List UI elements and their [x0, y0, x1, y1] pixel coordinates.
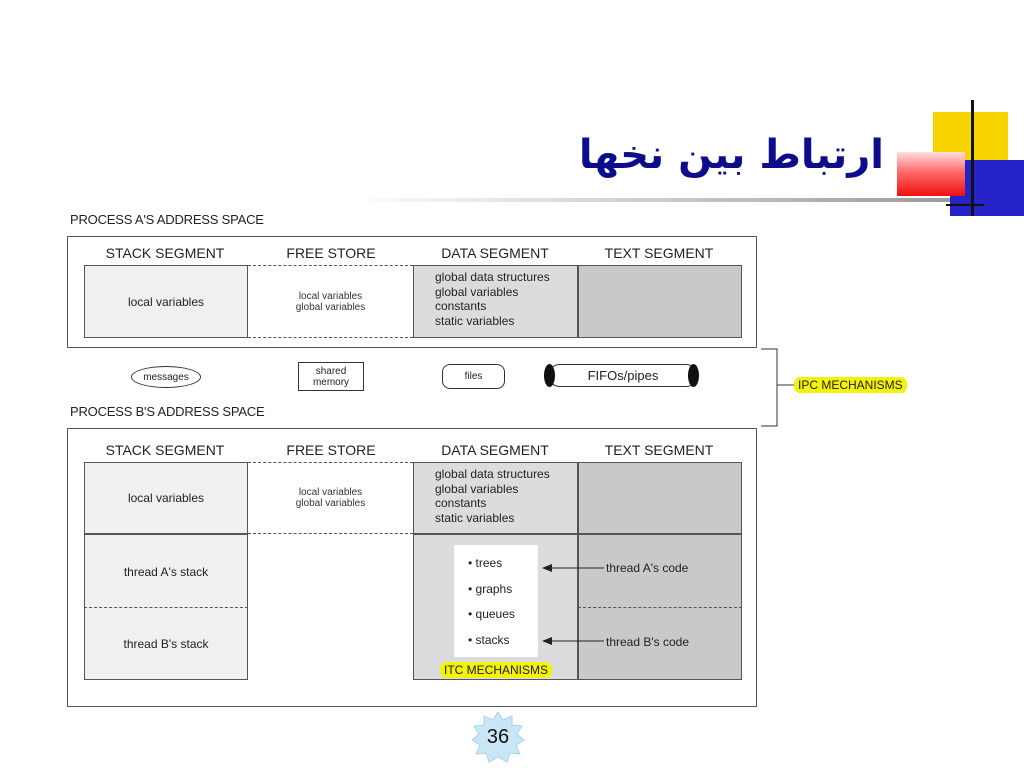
process-a-header-text: TEXT SEGMENT [604, 245, 714, 261]
process-b-free-line-2: global variables [295, 498, 366, 509]
title-decoration-crossline [946, 204, 984, 206]
process-b-free-line-1: local variables [298, 487, 363, 498]
process-a-caption: PROCESS A'S ADDRESS SPACE [70, 212, 264, 227]
title-decoration-red [897, 152, 965, 196]
process-a-data-segment [413, 265, 578, 338]
process-b-free-store [248, 462, 413, 534]
itc-item-queues: • queues [468, 607, 515, 621]
thread-b-stack: thread B's stack [123, 637, 209, 651]
pipe-left-cap [544, 364, 555, 387]
process-b-data-segment [413, 462, 578, 534]
files-box: files [442, 364, 505, 389]
shared-memory-line-1: shared [315, 365, 347, 377]
itc-item-graphs: • graphs [468, 582, 513, 596]
process-a-header-stack: STACK SEGMENT [105, 245, 225, 261]
ipc-mechanisms-label: IPC MECHANISMS [794, 377, 907, 393]
process-a-header-data: DATA SEGMENT [441, 245, 549, 261]
process-b-header-free-store: FREE STORE [286, 442, 376, 458]
messages-oval: messages [131, 366, 201, 388]
title-underline [350, 198, 950, 202]
process-b-text-segment [578, 462, 742, 534]
process-a-free-line-2: global variables [295, 301, 366, 313]
shared-memory-box [298, 362, 364, 391]
process-b-header-data: DATA SEGMENT [441, 442, 549, 458]
slide-title: ارتباط بين نخها [578, 132, 884, 178]
process-b-header-text: TEXT SEGMENT [604, 442, 714, 458]
process-a-stack-text: local variables [127, 294, 205, 309]
stack-divider [84, 607, 248, 608]
fifos-pipe: FIFOs/pipes [548, 364, 698, 387]
thread-a-code: thread A's code [606, 561, 689, 575]
process-a-data-line-3: constants [435, 299, 487, 313]
process-a-header-free-store: FREE STORE [286, 245, 376, 261]
process-b-header-stack: STACK SEGMENT [105, 442, 225, 458]
thread-b-code: thread B's code [606, 635, 690, 649]
process-b-data-line-1: global data structures [435, 467, 550, 481]
page-number: 36 [486, 725, 510, 748]
process-a-stack-segment [84, 265, 248, 338]
shared-memory-line-2: memory [312, 376, 350, 388]
process-a-data-line-2: global variables [435, 284, 519, 299]
thread-arrows [538, 558, 608, 648]
pipe-right-cap [688, 364, 699, 387]
process-b-data-line-3: constants [435, 496, 487, 510]
process-b-caption: PROCESS B'S ADDRESS SPACE [70, 404, 265, 419]
thread-a-stack: thread A's stack [123, 565, 209, 579]
process-a-free-line-1: local variables [298, 290, 363, 302]
itc-item-trees: • trees [468, 556, 503, 570]
process-b-data-line-2: global variables [435, 481, 519, 496]
process-a-data-line-4: static variables [435, 313, 515, 328]
process-b-data-line-4: static variables [435, 510, 515, 525]
process-b-stack-segment [84, 462, 248, 534]
process-a-text-segment [578, 265, 742, 338]
itc-mechanisms-label: ITC MECHANISMS [440, 662, 552, 678]
process-a-free-store [248, 265, 413, 338]
process-b-stack-text: local variables [127, 491, 205, 505]
title-decoration-line [971, 100, 974, 216]
itc-item-stacks: • stacks [468, 633, 510, 647]
process-a-data-line-1: global data structures [435, 270, 550, 284]
ipc-mechanisms-label-wrap [794, 376, 907, 394]
itc-mechanisms-label-wrap [440, 661, 552, 679]
